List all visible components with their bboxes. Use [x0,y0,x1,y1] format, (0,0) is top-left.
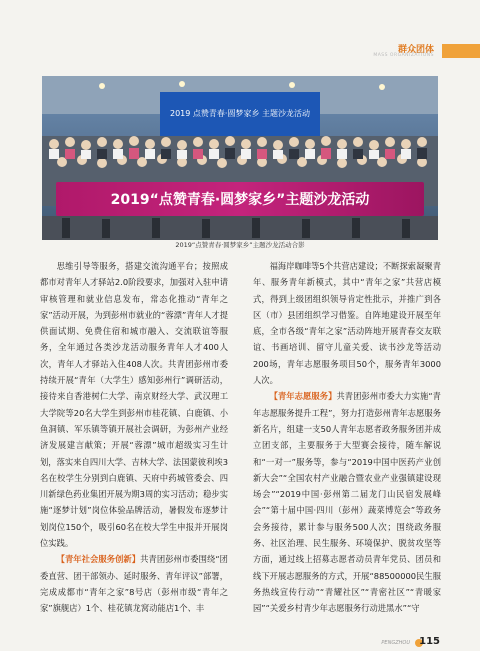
section-tab [442,44,480,58]
page-header [0,0,480,60]
footer-brand: PENGZHOU [381,640,410,646]
right-paragraph-1: 福海岸咖啡等5个共营店建设；不断探索凝聚青年、服务青年新模式，其中“青年之家”共营店模式，得到上级团组织领导肯定性批示，并推广到各区（市）县团组织学习借鉴。自阵地建设开展至年底，全市各级“青年之家”活动阵地开展青春交友联谊、书画培训、留守儿童关爱、读书沙龙等活动200场，青年志愿服务项目50个，服务青年3000人次。 [253,261,441,386]
section-title: 群众团体 [397,45,434,55]
right-column [253,258,441,617]
left-paragraph-1: 思维引导等服务，搭建交流沟通平台；按照成都市对青年人才驿站2.0阶段要求，加强对入驻申请审核管理和就业信息发布，常态化推动“青年之家”活动开展，为到彭州市就业的“蓉漂”青年人才提供面试期、免费住宿和城市融入、交流联谊等服务，全年通过各类沙龙活动服务青年人才400人次，青年人才驿站入住408人次。共青团彭州市委持续开展“青年（大学生）感知彭州行”调研活动，接待来自香港树仁大学、南京财经大学、武汉理工大学院等20名大学生到彭州市桂花镇、白鹿镇、小鱼洞镇、军乐镇等镇开展社会调研，为彭州产业经济发展建言献策；开展“蓉漂”城市超级实习生计划，落实来自四川大学、吉林大学、法国蒙彼利埃3名在校学生分别到白鹿镇、天府中药城管委会、四川新绿色药业集团开展为期3周的实习活动；稳步实施“逐梦计划”岗位体验品牌活动，暑假发布逐梦计划岗位150个，吸引60名在校大学生申报并开展岗位实践。 [40,261,228,549]
page-number: 115 [419,636,440,647]
left-column [40,258,228,617]
photo-caption: 2019“点赞青春·圆梦家乡”主题沙龙活动合影 [175,241,305,249]
section-subtitle: MASS ORGANIZATIONS [373,53,434,58]
right-paragraph-2 [253,388,441,616]
paragraph-text: 共青团彭州市委大力实施“青年志愿服务提升工程”，努力打造彭州青年志愿服务新名片，组建一支50人青年志愿者政务服务团并成立团支部，主要服务于大型赛会接待，随车解说和“一对一”服务等，参与“2019中国中医药产业创新大会”“全国农村产业融合暨农业产业强镇建设现场会”“2019中国·彭州第二届龙门山民宿发展峰会”“第十届中国·四川（彭州）蔬菜博览会”等政务会务接待，累计参与服务500人次；围绕政务服务、社区治理、民生服务、环境保护、脱贫攻坚等方面，通过线上招募志愿者动员青年党员、团员和线下开展志愿服务的方式，开展“88500000民生服务热线宣传行动”“青耀社区”“青密社区”“青暖家园”“关爱乡村青少年志愿服务行动进黑水”“守 [253,391,441,614]
section-tag: 【青年志愿服务】 [269,391,337,402]
section-tag: 【青年社会服务创新】 [56,554,141,565]
paragraph-text: 共青团彭州市委围绕“团委直营、团干部领办、延时服务、青年评议”部署，完成成都市“青年之家”8号店（彭州市级“青年之家”旗舰店）1个、桂花镇龙窝动能店1个、丰 [40,554,228,614]
backdrop-title: 2019 点赞青春·圆梦家乡 主题沙龙活动 [170,109,310,118]
banner-text: 2019“点赞青春·圆梦家乡”主题沙龙活动 [110,192,370,208]
left-paragraph-2 [40,551,228,616]
group-photo [42,76,438,240]
